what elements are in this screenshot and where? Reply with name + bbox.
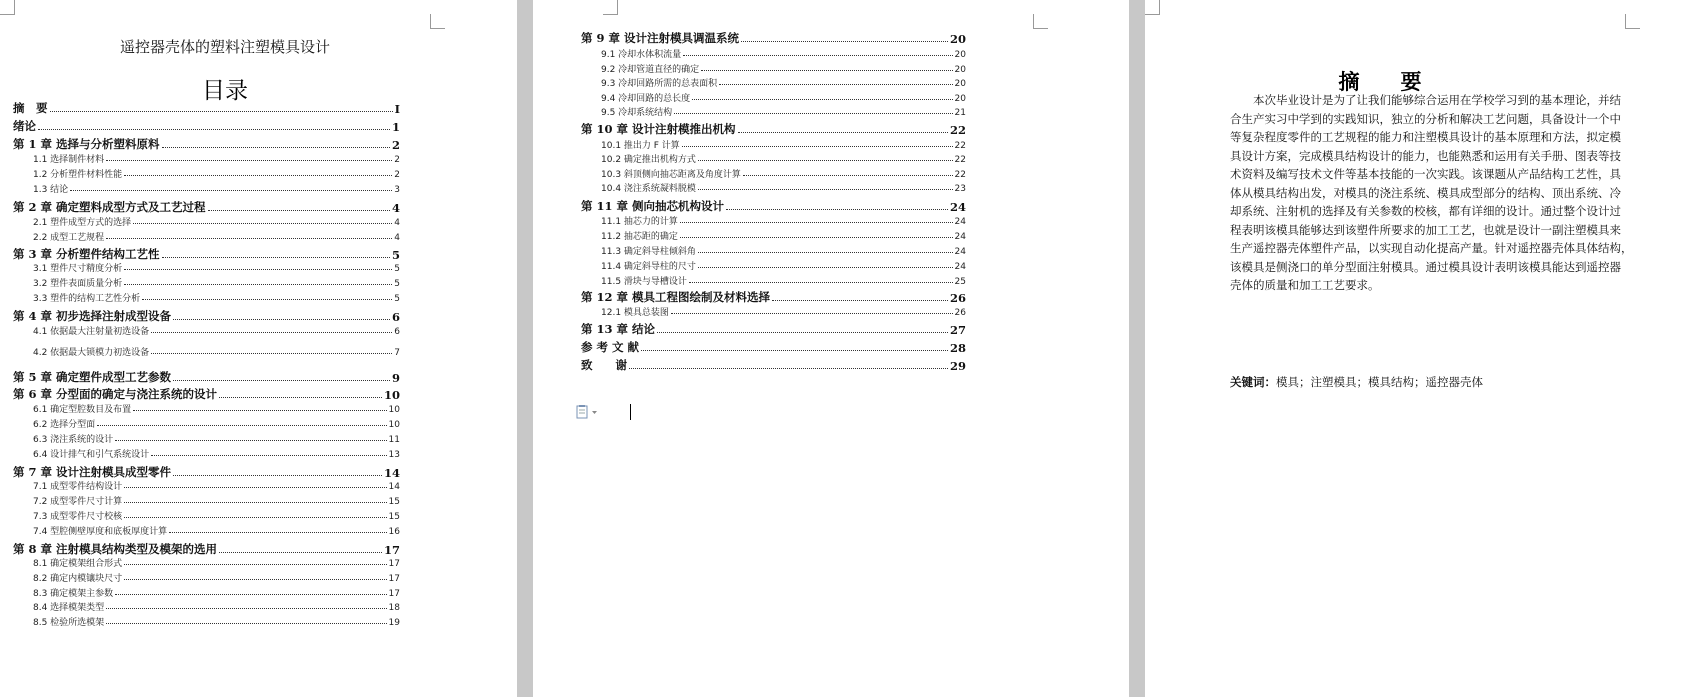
toc-leader-dots (741, 40, 948, 42)
toc-leader-dots (124, 501, 386, 503)
toc-entry-page: 10 (383, 388, 400, 402)
toc-leader-dots (682, 145, 953, 147)
toc-entry-label: 第 3 章 分析塑件结构工艺性 (13, 247, 160, 261)
toc-entry-page: 2 (394, 170, 400, 180)
toc-entry-page: 16 (388, 527, 400, 537)
abstract-line: 程表明该模具能够达到该塑件所要求的加工工艺，也就是设计一副注塑模具来 (1230, 222, 1621, 237)
toc-section-entry[interactable] (33, 182, 400, 195)
toc-leader-dots (106, 607, 386, 609)
toc-chapter-entry[interactable] (13, 246, 400, 262)
toc-entry-label: 绪论 (13, 119, 36, 133)
toc-section-entry[interactable] (601, 62, 966, 75)
toc-entry-page: 5 (394, 264, 400, 274)
toc-entry-page: 2 (394, 155, 400, 165)
toc-entry-page: 4 (391, 201, 400, 215)
toc-entry-label: 第 6 章 分型面的确定与浇注系统的设计 (13, 387, 218, 401)
toc-leader-dots (743, 174, 953, 176)
toc-leader-dots (674, 112, 952, 114)
toc-entry-page: 20 (954, 65, 966, 75)
abstract-line: 生产遥控器壳体塑件产品，以实现自动化提高产量。针对遥控器壳体具体结构， (1230, 241, 1633, 255)
toc-entry-page: I (394, 102, 400, 116)
toc-entry-label: 6.1 确定型腔数目及布置 (33, 405, 132, 415)
toc-leader-dots (151, 352, 392, 354)
toc-chapter-entry[interactable] (581, 198, 966, 214)
toc-section-entry[interactable] (33, 600, 400, 613)
toc-leader-dots (133, 409, 386, 411)
toc-leader-dots (683, 54, 952, 56)
toc-entry-label: 6.3 浇注系统的设计 (33, 435, 114, 445)
toc-entry-page: 19 (388, 618, 400, 628)
toc-section-entry[interactable] (33, 556, 400, 569)
toc-entry-label: 7.3 成型零件尺寸校核 (33, 512, 123, 522)
toc-leader-dots (698, 159, 953, 161)
toc-leader-dots (142, 298, 392, 300)
toc-entry-label: 6.4 设计排气和引气系统设计 (33, 450, 150, 460)
toc-section-entry[interactable] (33, 417, 400, 430)
toc-entry-label: 7.2 成型零件尺寸计算 (33, 497, 123, 507)
toc-leader-dots (219, 551, 382, 553)
toc-entry-page: 18 (388, 603, 400, 613)
toc-heading: 目录 (202, 78, 248, 104)
toc-section-entry[interactable] (601, 167, 966, 180)
toc-leader-dots (50, 110, 393, 112)
toc-entry-label: 9.4 冷却回路的总长度 (601, 94, 691, 104)
toc-entry-label: 第 2 章 确定塑料成型方式及工艺过程 (13, 200, 206, 214)
toc-leader-dots (70, 189, 392, 191)
toc-section-entry[interactable] (33, 447, 400, 460)
toc-leader-dots (124, 563, 386, 565)
toc-entry-label: 第 11 章 侧向抽芯机构设计 (581, 199, 725, 213)
crop-mark (0, 0, 15, 15)
text-cursor (630, 404, 631, 420)
document-title: 遥控器壳体的塑料注塑模具设计 (119, 38, 330, 56)
toc-entry-page: 6 (391, 310, 400, 324)
toc-leader-dots (698, 251, 953, 253)
toc-entry-label: 第 5 章 确定塑件成型工艺参数 (13, 370, 172, 384)
crop-mark (603, 0, 618, 15)
toc-entry-page: 9 (391, 371, 400, 385)
toc-chapter-entry[interactable] (581, 121, 966, 137)
toc-entry-label: 第 8 章 注射模具结构类型及模架的选用 (13, 542, 218, 556)
keywords-line (1230, 374, 1483, 390)
toc-leader-dots (151, 454, 386, 456)
toc-leader-dots (151, 331, 392, 333)
toc-leader-dots (124, 516, 386, 518)
toc-leader-dots (124, 578, 386, 580)
toc-entry-page: 23 (954, 184, 966, 194)
toc-entry-page: 5 (394, 279, 400, 289)
toc-leader-dots (106, 622, 386, 624)
toc-entry-label: 参 考 文 献 (581, 340, 640, 354)
toc-leader-dots (657, 331, 948, 333)
abstract-line: 体从模具结构出发，对模具的浇注系统、模具成型部分的结构、顶出系统、冷 (1230, 185, 1621, 200)
toc-section-entry[interactable] (33, 479, 400, 492)
toc-entry-label: 11.2 抽芯距的确定 (601, 232, 678, 242)
toc-leader-dots (698, 266, 953, 268)
toc-leader-dots (124, 268, 392, 270)
toc-entry-page: 27 (949, 323, 966, 337)
toc-leader-dots (115, 593, 386, 595)
toc-entry-label: 2.2 成型工艺规程 (33, 233, 105, 243)
crop-mark (1625, 14, 1640, 29)
toc-leader-dots (97, 424, 386, 426)
toc-leader-dots (641, 349, 948, 351)
crop-mark (1145, 0, 1160, 15)
toc-entry-page: 4 (394, 233, 400, 243)
toc-section-entry[interactable] (601, 274, 966, 287)
toc-entry-page: 2 (391, 138, 400, 152)
abstract-line: 本次毕业设计是为了让我们能够综合运用在学校学习到的基本理论，并结 (1230, 93, 1621, 107)
toc-chapter-entry[interactable] (13, 386, 400, 402)
abstract-line: 等复杂程度零件的工艺规程的能力和注塑模具设计的基本原理和方法，拟定模 (1230, 130, 1621, 144)
toc-entry-label: 致 谢 (581, 358, 627, 372)
toc-leader-dots (173, 379, 390, 381)
toc-entry-page: 22 (949, 123, 966, 137)
toc-entry-label: 4.2 依据最大锁模力初选设备 (33, 348, 150, 358)
toc-entry-page: 21 (954, 108, 966, 118)
toc-chapter-entry[interactable] (13, 541, 400, 557)
toc-leader-dots (106, 237, 392, 239)
toc-entry-page: 6 (394, 327, 400, 337)
document-page-2 (533, 0, 1129, 697)
toc-entry-page: 4 (394, 218, 400, 228)
toc-entry-label: 摘 要 (13, 101, 48, 115)
toc-leader-dots (173, 318, 390, 320)
toc-section-entry[interactable] (33, 402, 400, 415)
toc-leader-dots (38, 128, 390, 130)
toc-entry-label: 8.2 确定内模镶块尺寸 (33, 574, 123, 584)
abstract-line: 却系统、注射机的选择及有关参数的校核，都有详细的设计。通过整个设计过 (1230, 204, 1621, 218)
toc-entry-page: 20 (954, 79, 966, 89)
toc-entry-label: 3.3 塑件的结构工艺性分析 (33, 294, 141, 304)
toc-entry-label: 第 12 章 模具工程图绘制及材料选择 (581, 290, 771, 304)
toc-entry-page: 29 (949, 359, 966, 373)
toc-entry-label: 9.3 冷却回路所需的总表面积 (601, 79, 718, 89)
toc-entry-page: 24 (954, 262, 966, 272)
toc-section-entry[interactable] (33, 494, 400, 507)
toc-leader-dots (124, 486, 386, 488)
toc-chapter-entry[interactable] (581, 289, 966, 305)
toc-entry-page: 5 (391, 248, 400, 262)
toc-entry-label: 第 10 章 设计注射模推出机构 (581, 122, 736, 136)
toc-entry-page: 22 (954, 141, 966, 151)
toc-leader-dots (124, 174, 392, 176)
toc-entry-page: 22 (954, 155, 966, 165)
toc-entry-page: 14 (383, 466, 400, 480)
toc-leader-dots (671, 312, 953, 314)
toc-entry-page: 22 (954, 170, 966, 180)
toc-section-entry[interactable] (33, 167, 400, 180)
toc-entry-page: 7 (394, 348, 400, 358)
toc-leader-dots (772, 299, 948, 301)
toc-entry-page: 20 (954, 94, 966, 104)
toc-leader-dots (680, 236, 953, 238)
toc-entry-page: 17 (388, 589, 400, 599)
toc-entry-label: 第 1 章 选择与分析塑料原料 (13, 137, 160, 151)
toc-section-entry[interactable] (33, 524, 400, 537)
toc-chapter-entry[interactable] (13, 136, 400, 152)
toc-entry-page: 10 (388, 420, 400, 430)
toc-entry-label: 第 7 章 设计注射模具成型零件 (13, 465, 172, 479)
abstract-line: 该模具是侧浇口的单分型面注射模具。通过模具设计表明该模具能达到遥控器 (1230, 259, 1621, 274)
toc-entry-label: 11.1 抽芯力的计算 (601, 217, 678, 227)
toc-entry-label: 8.3 确定模架主参数 (33, 589, 114, 599)
toc-section-entry[interactable] (601, 181, 966, 194)
toc-chapter-entry[interactable] (13, 118, 400, 134)
toc-entry-label: 8.4 选择模架类型 (33, 603, 105, 613)
keywords-text: 模具；注塑模具；模具结构；遥控器壳体 (1276, 375, 1483, 389)
toc-leader-dots (629, 367, 948, 369)
toc-leader-dots (680, 221, 953, 223)
toc-entry-page: 17 (388, 559, 400, 569)
toc-entry-label: 3.1 塑件尺寸精度分析 (33, 264, 123, 274)
toc-section-entry[interactable] (33, 276, 400, 289)
toc-entry-label: 第 13 章 结论 (581, 322, 656, 336)
page-options-icon[interactable] (576, 404, 600, 424)
abstract-heading: 摘 要 (1338, 69, 1432, 94)
toc-entry-label: 1.1 选择制件材料 (33, 155, 105, 165)
toc-chapter-entry[interactable] (13, 100, 400, 116)
toc-leader-dots (219, 396, 382, 398)
toc-section-entry[interactable] (601, 91, 966, 104)
toc-chapter-entry[interactable] (13, 369, 400, 385)
toc-entry-label: 11.3 确定斜导柱倾斜角 (601, 247, 696, 257)
toc-section-entry[interactable] (33, 291, 400, 304)
toc-leader-dots (173, 474, 382, 476)
toc-section-entry[interactable] (601, 47, 966, 60)
toc-entry-label: 7.1 成型零件结构设计 (33, 482, 123, 492)
abstract-line: 合生产实习中学到的实践知识，独立的分析和解决工艺问题，具备设计一个中 (1230, 111, 1621, 126)
toc-entry-label: 2.1 塑件成型方式的选择 (33, 218, 132, 228)
toc-leader-dots (701, 69, 952, 71)
crop-mark (1033, 14, 1048, 29)
toc-entry-page: 20 (949, 32, 966, 46)
toc-section-entry[interactable] (601, 76, 966, 89)
toc-entry-page: 25 (954, 277, 966, 287)
abstract-line: 壳体的质量和加工工艺要求。 (1230, 278, 1380, 292)
toc-leader-dots (208, 209, 390, 211)
toc-entry-page: 17 (388, 574, 400, 584)
toc-leader-dots (689, 281, 953, 283)
toc-leader-dots (124, 283, 392, 285)
toc-entry-page: 26 (949, 291, 966, 305)
toc-section-entry[interactable] (601, 105, 966, 118)
toc-entry-page: 24 (949, 200, 966, 214)
document-page-1 (0, 0, 517, 697)
toc-entry-label: 6.2 选择分型面 (33, 420, 96, 430)
toc-entry-label: 9.5 冷却系统结构 (601, 108, 673, 118)
toc-chapter-entry[interactable] (581, 339, 966, 355)
toc-entry-label: 8.5 检验所选模架 (33, 618, 105, 628)
toc-entry-page: 24 (954, 232, 966, 242)
toc-entry-page: 28 (949, 341, 966, 355)
toc-entry-label: 7.4 型腔侧壁厚度和底板厚度计算 (33, 527, 168, 537)
toc-section-entry[interactable] (33, 152, 400, 165)
toc-section-entry[interactable] (601, 305, 966, 318)
toc-entry-page: 5 (394, 294, 400, 304)
toc-entry-label: 10.1 推出力 F 计算 (601, 141, 680, 151)
toc-entry-page: 1 (391, 120, 400, 134)
toc-leader-dots (719, 83, 952, 85)
toc-entry-label: 第 9 章 设计注射模具调温系统 (581, 31, 740, 45)
toc-entry-page: 10 (388, 405, 400, 415)
toc-section-entry[interactable] (601, 214, 966, 227)
toc-entry-page: 3 (394, 185, 400, 195)
toc-entry-page: 13 (388, 450, 400, 460)
toc-entry-page: 24 (954, 217, 966, 227)
toc-chapter-entry[interactable] (581, 357, 966, 373)
toc-entry-page: 17 (383, 543, 400, 557)
toc-entry-label: 1.2 分析塑件材料性能 (33, 170, 123, 180)
toc-section-entry[interactable] (33, 345, 400, 358)
toc-entry-page: 24 (954, 247, 966, 257)
toc-chapter-entry[interactable] (581, 321, 966, 337)
abstract-line: 具设计方案，完成模具结构设计的能力，也能熟悉和运用有关手册、图表等技 (1230, 148, 1621, 163)
toc-section-entry[interactable] (33, 586, 400, 599)
toc-entry-page: 14 (388, 482, 400, 492)
toc-leader-dots (115, 439, 386, 441)
toc-entry-label: 12.1 模具总装图 (601, 308, 669, 318)
toc-entry-page: 15 (388, 512, 400, 522)
toc-section-entry[interactable] (601, 259, 966, 272)
toc-leader-dots (162, 256, 390, 258)
abstract-line: 术资料及编写技术文件等基本技能的一次实践。该课题从产品结构工艺性，具 (1230, 167, 1621, 181)
toc-entry-page: 20 (954, 50, 966, 60)
toc-section-entry[interactable] (601, 138, 966, 151)
toc-entry-page: 26 (954, 308, 966, 318)
toc-section-entry[interactable] (601, 229, 966, 242)
toc-entry-label: 3.2 塑件表面质量分析 (33, 279, 123, 289)
toc-entry-label: 11.4 确定斜导柱的尺寸 (601, 262, 696, 272)
toc-section-entry[interactable] (33, 571, 400, 584)
toc-chapter-entry[interactable] (581, 30, 966, 46)
toc-section-entry[interactable] (33, 432, 400, 445)
toc-section-entry[interactable] (601, 244, 966, 257)
toc-entry-label: 10.4 浇注系统凝料脱模 (601, 184, 696, 194)
toc-entry-label: 11.5 滑块与导槽设计 (601, 277, 687, 287)
toc-leader-dots (726, 208, 948, 210)
toc-leader-dots (692, 98, 952, 100)
document-page-3 (1145, 0, 1685, 697)
toc-chapter-entry[interactable] (13, 199, 400, 215)
toc-entry-page: 11 (388, 435, 400, 445)
toc-section-entry[interactable] (33, 230, 400, 243)
toc-section-entry[interactable] (33, 615, 400, 628)
toc-entry-label: 9.1 冷却水体积流量 (601, 50, 682, 60)
toc-chapter-entry[interactable] (13, 464, 400, 480)
toc-entry-label: 8.1 确定模架组合形式 (33, 559, 123, 569)
keywords-label: 关键词： (1230, 375, 1276, 389)
toc-entry-label: 10.2 确定推出机构方式 (601, 155, 696, 165)
toc-leader-dots (738, 131, 948, 133)
toc-leader-dots (698, 188, 953, 190)
toc-entry-label: 4.1 依据最大注射量初选设备 (33, 327, 150, 337)
toc-entry-label: 第 4 章 初步选择注射成型设备 (13, 309, 172, 323)
toc-section-entry[interactable] (33, 215, 400, 228)
toc-leader-dots (169, 531, 386, 533)
toc-entry-label: 1.3 结论 (33, 185, 69, 195)
toc-entry-label: 9.2 冷却管道直径的确定 (601, 65, 700, 75)
toc-leader-dots (162, 146, 390, 148)
toc-entry-page: 15 (388, 497, 400, 507)
toc-section-entry[interactable] (33, 324, 400, 337)
toc-leader-dots (133, 222, 392, 224)
toc-leader-dots (106, 159, 392, 161)
toc-section-entry[interactable] (33, 509, 400, 522)
toc-section-entry[interactable] (601, 152, 966, 165)
toc-section-entry[interactable] (33, 261, 400, 274)
crop-mark (430, 14, 445, 29)
toc-entry-label: 10.3 斜顶侧向抽芯距离及角度计算 (601, 170, 741, 180)
toc-chapter-entry[interactable] (13, 308, 400, 324)
